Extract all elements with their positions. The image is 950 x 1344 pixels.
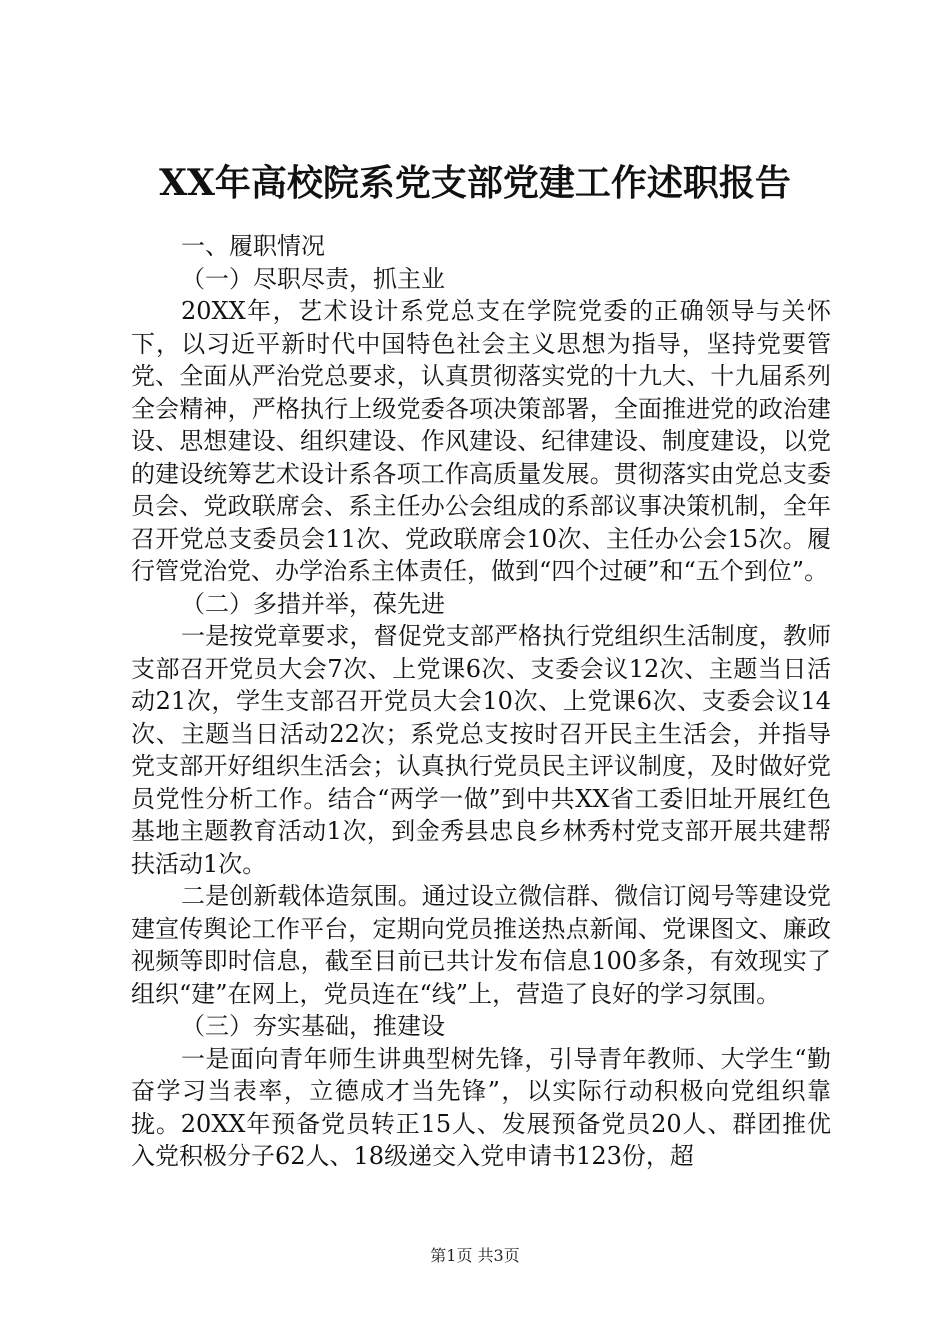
- document-title: XX年高校院系党支部党建工作述职报告: [159, 162, 791, 204]
- section-heading: 一、履职情况: [181, 232, 325, 260]
- subsection-heading-2: （二）多措并举，葆先进: [181, 589, 445, 618]
- paragraph-1: 20XX年，艺术设计系党总支在学院党委的正确领导与关怀下，以习近平新时代中国特色社会主义思想为指导，坚持党要管党、全面从严治党总要求，认真贯彻落实党的十九大、十九届系列全会精神，严格执行上级党委各项决策部署，全面推进党的政治建设、思想建设、组织建设、作风建设、纪律建设、制度建设，以党的建设统筹艺术设计系各项工作高质量发展。贯彻落实由党总支委员会、党政联席会、系主任办公会组成的系部议事决策机制，全年召开党总支委员会11次、党政联席会10次、主任办公会15次。履行管党治党、办学治系主体责任，做到“四个过硬”和“五个到位”。: [131, 297, 831, 585]
- document-body: [131, 230, 831, 1173]
- paragraph-2: 一是按党章要求，督促党支部严格执行党组织生活制度，教师支部召开党员大会7次、上党课6次、支委会议12次、主题当日活动21次，学生支部召开党员大会10次、上党课6次、支委会议14次、主题当日活动22次；系党总支按时召开民主生活会，并指导党支部开好组织生活会；认真执行党员民主评议制度，及时做好党员党性分析工作。结合“两学一做”到中共XX省工委旧址开展红色基地主题教育活动1次，到金秀县忠良乡林秀村党支部开展共建帮扶活动1次。: [131, 622, 831, 878]
- paragraph-4: 一是面向青年师生讲典型树先锋，引导青年教师、大学生“勤奋学习当表率，立德成才当先锋”，以实际行动积极向党组织靠拢。20XX年预备党员转正15人、发展预备党员20人、群团推优入党积极分子62人、18级递交入党申请书123份，超: [131, 1044, 831, 1170]
- paragraph-3: 二是创新载体造氛围。通过设立微信群、微信订阅号等建设党建宣传舆论工作平台，定期向党员推送热点新闻、党课图文、廉政视频等即时信息，截至目前已共计发布信息100多条，有效现实了组织“建”在网上，党员连在“线”上，营造了良好的学习氛围。: [131, 882, 831, 1008]
- subsection-heading-1: （一）尽职尽责，抓主业: [181, 264, 445, 293]
- page-footer: 第1页 共3页: [430, 1246, 520, 1265]
- subsection-heading-3: （三）夯实基础，推建设: [181, 1012, 445, 1040]
